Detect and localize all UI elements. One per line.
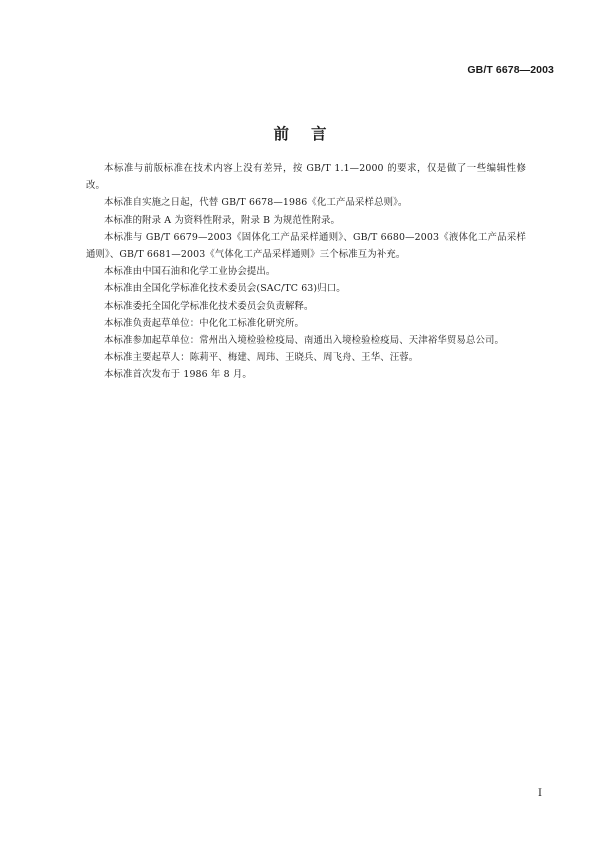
paragraph: 本标准首次发布于 1986 年 8 月。 xyxy=(104,369,252,381)
paragraph: 本标准由全国化学标准化技术委员会(SAC/TC 63)归口。 xyxy=(104,283,346,295)
paragraph: 本标准由中国石油和化学工业协会提出。 xyxy=(104,266,276,278)
page-number: I xyxy=(538,788,542,799)
paragraph: 本标准负责起草单位：中化化工标准化研究所。 xyxy=(104,317,305,329)
standard-number: GB/T 6678—2003 xyxy=(467,64,554,76)
foreword-body xyxy=(86,160,526,384)
paragraph: 本标准与 GB/T 6679—2003《固体化工产品采样通则》、GB/T 6680—2003《液体化工产品采样通则》、GB/T 6681—2003《气体化工产品采样通则》三个标准互为补充。 xyxy=(86,231,526,261)
paragraph: 本标准自实施之日起，代替 GB/T 6678—1986《化工产品采样总则》。 xyxy=(104,197,408,209)
paragraph: 本标准主要起草人：陈莉平、梅建、周玮、王晓兵、周飞舟、王华、汪蓉。 xyxy=(104,352,419,364)
paragraph: 本标准参加起草单位：常州出入境检验检疫局、南通出入境检验检疫局、天津裕华贸易总公司。 xyxy=(104,335,505,347)
paragraph: 本标准的附录 A 为资料性附录，附录 B 为规范性附录。 xyxy=(104,214,341,226)
paragraph: 本标准委托全国化学标准化技术委员会负责解释。 xyxy=(104,300,314,312)
paragraph: 本标准与前版标准在技术内容上没有差异，按 GB/T 1.1—2000 的要求，仅是做了一些编辑性修改。 xyxy=(86,163,526,192)
page-title: 前言 xyxy=(273,125,349,143)
